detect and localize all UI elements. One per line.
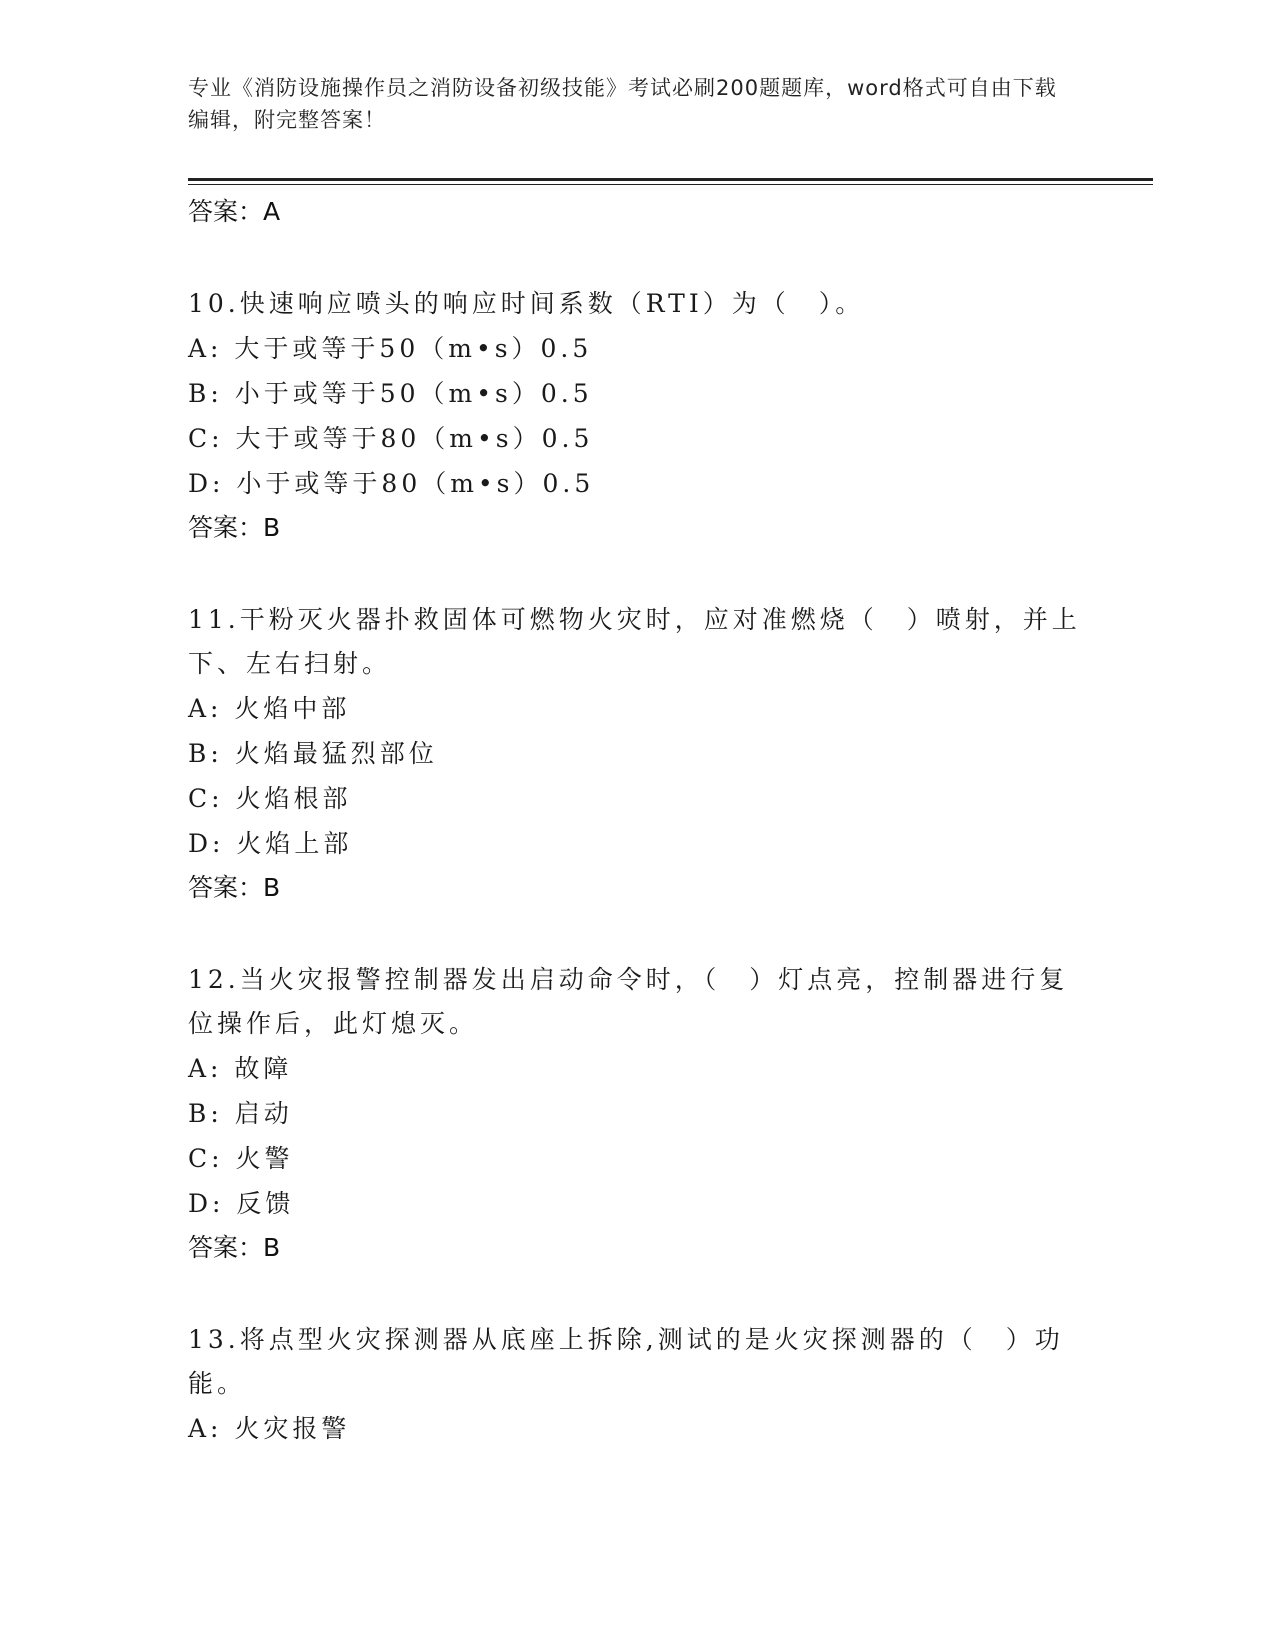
option-c: C: 火警 bbox=[188, 1144, 294, 1173]
question-stem: 11.干粉灭火器扑救固体可燃物火灾时，应对准燃烧（ ）喷射，并上下、左右扫射。 bbox=[188, 605, 1081, 678]
option-a: A: 火焰中部 bbox=[188, 694, 351, 723]
question-stem: 10.快速响应喷头的响应时间系数（RTI）为（ ）。 bbox=[188, 289, 865, 318]
question-stem: 13.将点型火灾探测器从底座上拆除,测试的是火灾探测器的（ ）功能。 bbox=[188, 1325, 1064, 1398]
document-header: 专业《消防设施操作员之消防设备初级技能》考试必刷200题题库，word格式可自由下载编辑，附完整答案！ bbox=[188, 76, 1057, 132]
option-c: C: 火焰根部 bbox=[188, 784, 352, 813]
answer: 答案：B bbox=[188, 873, 281, 902]
answer: 答案：B bbox=[188, 1233, 281, 1262]
option-a: A: 大于或等于50（m•s）0.5 bbox=[188, 334, 593, 363]
question-list bbox=[188, 190, 1088, 1451]
option-b: B: 小于或等于50（m•s）0.5 bbox=[188, 379, 593, 408]
question-13 bbox=[188, 1318, 1088, 1451]
option-c: C: 大于或等于80（m•s）0.5 bbox=[188, 424, 594, 453]
previous-answer: 答案：A bbox=[188, 197, 281, 226]
option-d: D: 小于或等于80（m•s）0.5 bbox=[188, 469, 595, 498]
option-a: A: 火灾报警 bbox=[188, 1414, 351, 1443]
option-b: B: 火焰最猛烈部位 bbox=[188, 739, 438, 768]
question-11 bbox=[188, 598, 1088, 910]
header-divider-thick bbox=[188, 178, 1153, 181]
option-d: D: 反馈 bbox=[188, 1189, 295, 1218]
header-divider-thin bbox=[188, 184, 1153, 185]
option-a: A: 故障 bbox=[188, 1054, 293, 1083]
question-stem: 12.当火灾报警控制器发出启动命令时，（ ）灯点亮，控制器进行复位操作后，此灯熄灭。 bbox=[188, 965, 1069, 1038]
option-d: D: 火焰上部 bbox=[188, 829, 353, 858]
answer: 答案：B bbox=[188, 513, 281, 542]
option-b: B: 启动 bbox=[188, 1099, 293, 1128]
question-10 bbox=[188, 282, 1088, 550]
question-12 bbox=[188, 958, 1088, 1270]
